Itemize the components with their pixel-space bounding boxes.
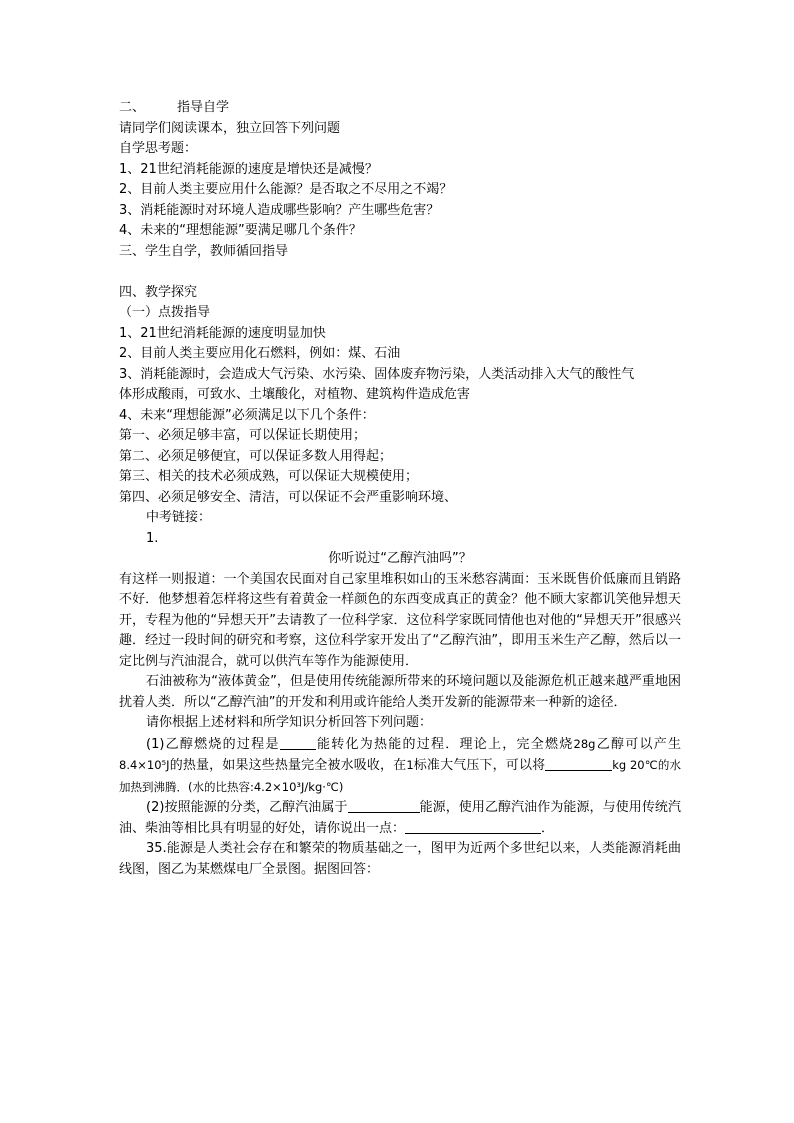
answer-3-cont: 体形成酸雨，可致水、土壤酸化，对植物、建筑构件造成危害 bbox=[119, 387, 471, 402]
question-3: 3、消耗能源时对环境人造成哪些影响？产生哪些危害？ bbox=[119, 202, 440, 218]
condition-1: 第一、必须足够丰富，可以保证长期使用； bbox=[119, 428, 367, 443]
section-4-sub: （一）点拨指导 bbox=[119, 305, 211, 320]
section-2-number: 二、 bbox=[119, 100, 146, 115]
condition-4: 第四、必须足够安全、清洁，可以保证不会严重影响环境、 bbox=[119, 489, 458, 505]
blank-water-mass[interactable] bbox=[545, 757, 612, 771]
question-fill-1: (1)乙醇燃烧的过程是 能转化为热能的过程．理论上，完全燃烧28g乙醇可以产生8.4×10⁵J的热量，如果这些热量完全被水吸收，在1标准大气压下，可以将 kg 20℃的水加热到沸腾．(水的比热容:4.2×10³J/kg·℃) bbox=[119, 736, 681, 794]
blank-advantage[interactable] bbox=[405, 820, 541, 834]
article-title: 你听说过“乙醇汽油吗”？ bbox=[328, 551, 472, 566]
article-paragraph-2: 石油被称为“液体黄金”，但是使用传统能源所带来的环境问题以及能源危机正越来越严重地困扰着人类．所以“乙醇汽油”的开发和利用或许能给人类开发新的能源带来一种新的途径． bbox=[119, 674, 681, 710]
question-4: 4、未来的“理想能源”要满足哪几个条件？ bbox=[119, 223, 362, 238]
question-2: 2、目前人类主要应用什么能源？是否取之不尽用之不竭？ bbox=[119, 182, 453, 197]
section-2-instruction: 请同学们阅读课本，独立回答下列问题 bbox=[119, 120, 341, 136]
section-2-title: 指导自学 bbox=[177, 100, 230, 115]
article-paragraph-1: 有这样一则报道：一个美国农民面对自己家里堆积如山的玉米愁容满面：玉米既售价低廉而且销路不好．他梦想着怎样将这些有着黄金一样颜色的东西变成真正的黄金？他不顾大家都讥笑他异想天开，专程为他的“异想天开”去请教了一位科学家．这位科学家既同情他也对他的“异想天开”很感兴趣．经过一段时间的研究和考察，这位科学家开发出了“乙醇汽油”，即用玉米生产乙醇，然后以一定比例与汽油混合，就可以供汽车等作为能源使用． bbox=[119, 571, 681, 669]
blank-energy-form[interactable] bbox=[280, 736, 316, 750]
questions-header: 自学思考题： bbox=[119, 141, 198, 156]
question-fill-2: (2)按照能源的分类，乙醇汽油属于 能源，使用乙醇汽油作为能源，与使用传统汽油、柴油等相比具有明显的好处，请你说出一点： ． bbox=[119, 800, 681, 836]
answer-2: 2、目前人类主要应用化石燃料，例如：煤、石油 bbox=[119, 346, 401, 361]
document-page bbox=[119, 98, 681, 880]
section-3-heading: 三、学生自学，教师循回指导 bbox=[119, 243, 289, 259]
section-2-heading bbox=[119, 98, 681, 119]
question-1: 1、21世纪消耗能源的速度是增快还是减慢？ bbox=[119, 161, 378, 177]
question-35: 35.能源是人类社会存在和繁荣的物质基础之一，图甲为近两个多世纪以来，人类能源消耗曲线图，图乙为某燃煤电厂全景图。据图回答： bbox=[119, 841, 681, 877]
condition-2: 第二、必须足够便宜，可以保证多数人用得起； bbox=[119, 448, 393, 464]
blank-energy-type[interactable] bbox=[348, 799, 420, 813]
condition-3: 第三、相关的技术必须成熟，可以保证大规模使用； bbox=[119, 469, 419, 484]
answer-3: 3、消耗能源时，会造成大气污染、水污染、固体废弃物污染，人类活动排入大气的酸性气 bbox=[119, 366, 635, 382]
exam-link-label: 中考链接： bbox=[146, 510, 212, 525]
answer-4: 4、未来“理想能源”必须满足以下几个条件： bbox=[119, 407, 375, 423]
item-number: 1. bbox=[146, 530, 159, 546]
article-paragraph-3: 请你根据上述材料和所学知识分析回答下列问题： bbox=[146, 715, 433, 730]
section-4-heading: 四、教学探究 bbox=[119, 284, 198, 300]
answer-1: 1、21世纪消耗能源的速度明显加快 bbox=[119, 325, 326, 341]
